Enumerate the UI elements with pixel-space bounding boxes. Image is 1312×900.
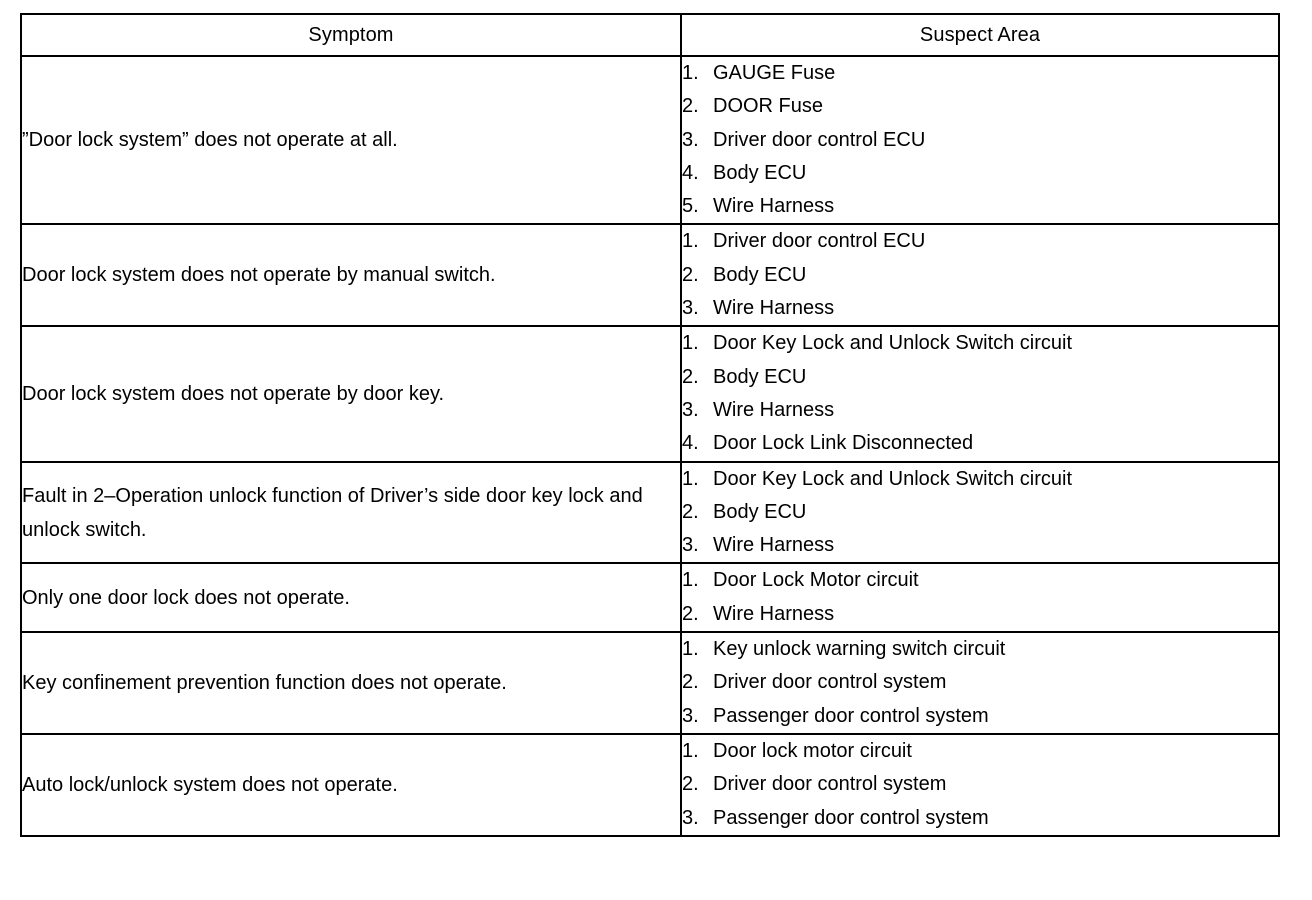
suspect-area-item bbox=[682, 427, 1278, 460]
item-text: DOOR Fuse bbox=[713, 95, 824, 118]
symptom-column-header: Symptom bbox=[21, 14, 681, 56]
suspect-area-item bbox=[682, 700, 1278, 733]
suspect-area-item bbox=[682, 802, 1278, 835]
suspect-area-list bbox=[682, 225, 1278, 325]
suspect-area-item bbox=[682, 157, 1278, 190]
item-number: 1. bbox=[682, 638, 699, 661]
suspect-area-cell bbox=[681, 563, 1279, 632]
suspect-area-item bbox=[682, 633, 1278, 666]
item-text: Door Lock Link Disconnected bbox=[713, 432, 974, 455]
symptom-cell: Auto lock/unlock system does not operate. bbox=[21, 734, 681, 836]
suspect-area-cell bbox=[681, 632, 1279, 734]
suspect-area-item bbox=[682, 190, 1278, 223]
suspect-area-cell bbox=[681, 56, 1279, 224]
suspect-area-cell bbox=[681, 326, 1279, 461]
item-text: Wire Harness bbox=[713, 534, 835, 557]
suspect-area-item bbox=[682, 564, 1278, 597]
suspect-area-list bbox=[682, 463, 1278, 563]
item-number: 4. bbox=[682, 432, 699, 455]
item-text: Passenger door control system bbox=[713, 704, 989, 727]
item-text: Wire Harness bbox=[713, 195, 835, 218]
item-text: Door Key Lock and Unlock Switch circuit bbox=[713, 467, 1073, 490]
suspect-area-item bbox=[682, 292, 1278, 325]
item-number: 1. bbox=[682, 332, 699, 355]
suspect-area-column-header: Suspect Area bbox=[681, 14, 1279, 56]
suspect-area-item bbox=[682, 259, 1278, 292]
table-header bbox=[21, 14, 1279, 56]
item-number: 3. bbox=[682, 398, 699, 421]
item-number: 1. bbox=[682, 739, 699, 762]
table-row bbox=[21, 563, 1279, 632]
suspect-area-item bbox=[682, 666, 1278, 699]
suspect-area-item bbox=[682, 394, 1278, 427]
suspect-area-item bbox=[682, 735, 1278, 768]
item-number: 3. bbox=[682, 704, 699, 727]
item-text: Door lock motor circuit bbox=[713, 739, 912, 762]
item-number: 1. bbox=[682, 62, 699, 84]
item-text: Wire Harness bbox=[713, 398, 835, 421]
symptom-cell: Door lock system does not operate by manual switch. bbox=[21, 224, 681, 326]
item-text: Driver door control ECU bbox=[713, 230, 926, 253]
item-text: GAUGE Fuse bbox=[713, 62, 836, 84]
item-text: Passenger door control system bbox=[713, 806, 989, 829]
table-row bbox=[21, 462, 1279, 564]
item-number: 4. bbox=[682, 161, 699, 184]
item-text: Body ECU bbox=[713, 365, 807, 388]
item-text: Driver door control ECU bbox=[713, 128, 926, 151]
item-number: 2. bbox=[682, 365, 699, 388]
suspect-area-item bbox=[682, 225, 1278, 258]
item-number: 3. bbox=[682, 297, 699, 320]
item-number: 1. bbox=[682, 467, 699, 490]
item-text: Door Lock Motor circuit bbox=[713, 569, 919, 592]
suspect-area-item bbox=[682, 124, 1278, 157]
item-number: 5. bbox=[682, 195, 699, 218]
item-text: Key unlock warning switch circuit bbox=[713, 638, 1006, 661]
item-text: Driver door control system bbox=[713, 671, 947, 694]
suspect-area-item bbox=[682, 598, 1278, 631]
symptom-cell: Fault in 2–Operation unlock function of Driver’s side door key lock and unlock switch. bbox=[21, 462, 681, 564]
table-row bbox=[21, 632, 1279, 734]
item-text: Wire Harness bbox=[713, 297, 835, 320]
suspect-area-list bbox=[682, 735, 1278, 835]
suspect-area-cell bbox=[681, 462, 1279, 564]
item-text: Driver door control system bbox=[713, 773, 947, 796]
symptom-cell: Only one door lock does not operate. bbox=[21, 563, 681, 632]
symptom-cell: Key confinement prevention function does not operate. bbox=[21, 632, 681, 734]
item-number: 2. bbox=[682, 263, 699, 286]
item-number: 3. bbox=[682, 806, 699, 829]
table-row bbox=[21, 224, 1279, 326]
suspect-area-cell bbox=[681, 224, 1279, 326]
table-row bbox=[21, 56, 1279, 224]
item-number: 3. bbox=[682, 534, 699, 557]
item-number: 2. bbox=[682, 500, 699, 523]
table-body bbox=[21, 56, 1279, 836]
item-number: 3. bbox=[682, 128, 699, 151]
header-row bbox=[21, 14, 1279, 56]
item-text: Door Key Lock and Unlock Switch circuit bbox=[713, 332, 1073, 355]
suspect-area-list bbox=[682, 564, 1278, 631]
item-number: 2. bbox=[682, 602, 699, 625]
suspect-area-list bbox=[682, 633, 1278, 733]
item-number: 1. bbox=[682, 569, 699, 592]
item-text: Body ECU bbox=[713, 161, 807, 184]
item-number: 2. bbox=[682, 671, 699, 694]
troubleshooting-table bbox=[20, 13, 1280, 837]
suspect-area-cell bbox=[681, 734, 1279, 836]
suspect-area-item bbox=[682, 57, 1278, 90]
table-row bbox=[21, 326, 1279, 461]
suspect-area-item bbox=[682, 768, 1278, 801]
suspect-area-item bbox=[682, 90, 1278, 123]
item-number: 1. bbox=[682, 230, 699, 253]
item-text: Wire Harness bbox=[713, 602, 835, 625]
table-row bbox=[21, 734, 1279, 836]
suspect-area-item bbox=[682, 463, 1278, 496]
suspect-area-item bbox=[682, 327, 1278, 360]
suspect-area-item bbox=[682, 529, 1278, 562]
suspect-area-item bbox=[682, 361, 1278, 394]
item-number: 2. bbox=[682, 773, 699, 796]
suspect-area-item bbox=[682, 496, 1278, 529]
item-number: 2. bbox=[682, 95, 699, 118]
item-text: Body ECU bbox=[713, 263, 807, 286]
suspect-area-list bbox=[682, 327, 1278, 460]
suspect-area-list bbox=[682, 57, 1278, 223]
symptom-cell: ”Door lock system” does not operate at all. bbox=[21, 56, 681, 224]
item-text: Body ECU bbox=[713, 500, 807, 523]
symptom-cell: Door lock system does not operate by door key. bbox=[21, 326, 681, 461]
